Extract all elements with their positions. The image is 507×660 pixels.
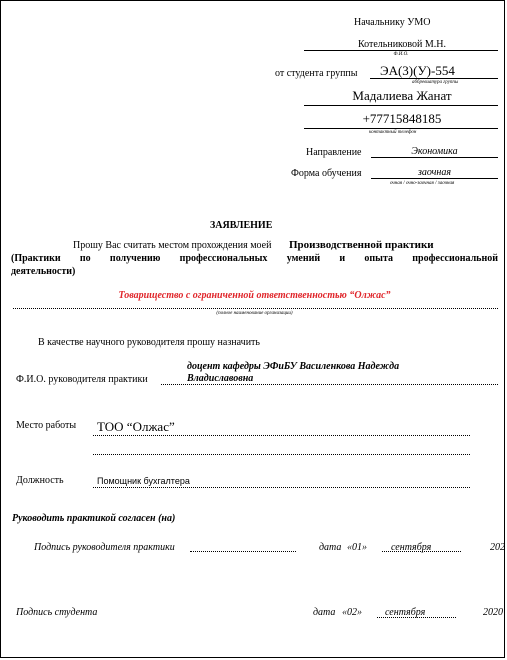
work-place-line1 xyxy=(93,435,470,436)
organization-caption: (полное наименование организации) xyxy=(216,311,293,316)
group-value: ЭА(3)(У)-554 xyxy=(380,63,455,78)
fio-caption: Ф.И.О. xyxy=(393,52,409,57)
study-form-label: Форма обучения xyxy=(291,168,362,179)
study-form-line xyxy=(371,178,498,179)
practice-description-line1: (Практики по получению профессиональных умений и опыта профессиональной xyxy=(11,253,498,264)
supervisor-signature-label: Подпись руководителя практики xyxy=(34,542,175,553)
position-value: Помощник бухгалтера xyxy=(97,476,190,486)
organization-line xyxy=(13,308,498,309)
date1-month-line xyxy=(382,551,461,552)
date1-month: сентября xyxy=(391,542,432,553)
date2-month-line xyxy=(377,617,456,618)
date2-day: «02» xyxy=(342,607,362,618)
agreement-title: Руководить практикой согласен (на) xyxy=(12,513,176,524)
statement-title: ЗАЯВЛЕНИЕ xyxy=(210,220,273,231)
practice-type: Производственной практики xyxy=(289,239,434,251)
direction-value: Экономика xyxy=(411,146,458,157)
practice-description-line2: деятельности) xyxy=(11,266,76,277)
date1-year: 202 xyxy=(490,542,505,553)
supervisor-fio-line xyxy=(161,384,498,385)
group-line xyxy=(370,78,498,79)
work-place-value: ТОО “Олжас” xyxy=(97,419,175,434)
date2-year: 2020 xyxy=(483,607,503,618)
phone-line xyxy=(304,128,498,129)
supervisor-intro: В качестве научного руководителя прошу назначить xyxy=(38,337,260,348)
position-label: Должность xyxy=(16,475,64,486)
student-signature-label: Подпись студента xyxy=(16,607,98,618)
organization-name: Товарищество с ограниченной ответственностью “Олжас” xyxy=(118,290,391,301)
from-student-label: от студента группы xyxy=(275,68,358,79)
date1-day: «01» xyxy=(347,542,367,553)
request-text: Прошу Вас считать местом прохождения моей xyxy=(73,240,272,251)
addressee-label: Начальнику УМО xyxy=(354,17,431,28)
supervisor-fio-value-line1: доцент кафедры ЭФиБУ Василенкова Надежда xyxy=(187,361,400,372)
student-name-line xyxy=(304,105,498,106)
work-place-label: Место работы xyxy=(16,420,77,431)
date2-month: сентября xyxy=(385,607,426,618)
position-line xyxy=(93,487,470,488)
phone-caption: контактный телефон xyxy=(369,130,417,135)
student-phone: +77715848185 xyxy=(362,111,442,126)
work-place-line2 xyxy=(93,454,470,455)
group-caption: аббревиатура группы xyxy=(412,80,459,85)
supervisor-fio-value-line2: Владиславовна xyxy=(187,373,254,384)
direction-line xyxy=(371,157,498,158)
supervisor-fio-label: Ф.И.О. руководителя практики xyxy=(16,374,148,385)
supervisor-signature-line xyxy=(190,551,296,552)
date2-label: дата xyxy=(313,607,336,618)
head-name: Котельниковой М.Н. xyxy=(357,39,447,50)
date1-label: дата xyxy=(319,542,342,553)
direction-label: Направление xyxy=(306,147,362,158)
study-form-caption: очная / очно-заочная / заочная xyxy=(390,181,455,186)
head-name-line xyxy=(304,50,498,51)
student-name: Мадалиева Жанат xyxy=(352,88,452,103)
study-form-value: заочная xyxy=(417,167,452,178)
